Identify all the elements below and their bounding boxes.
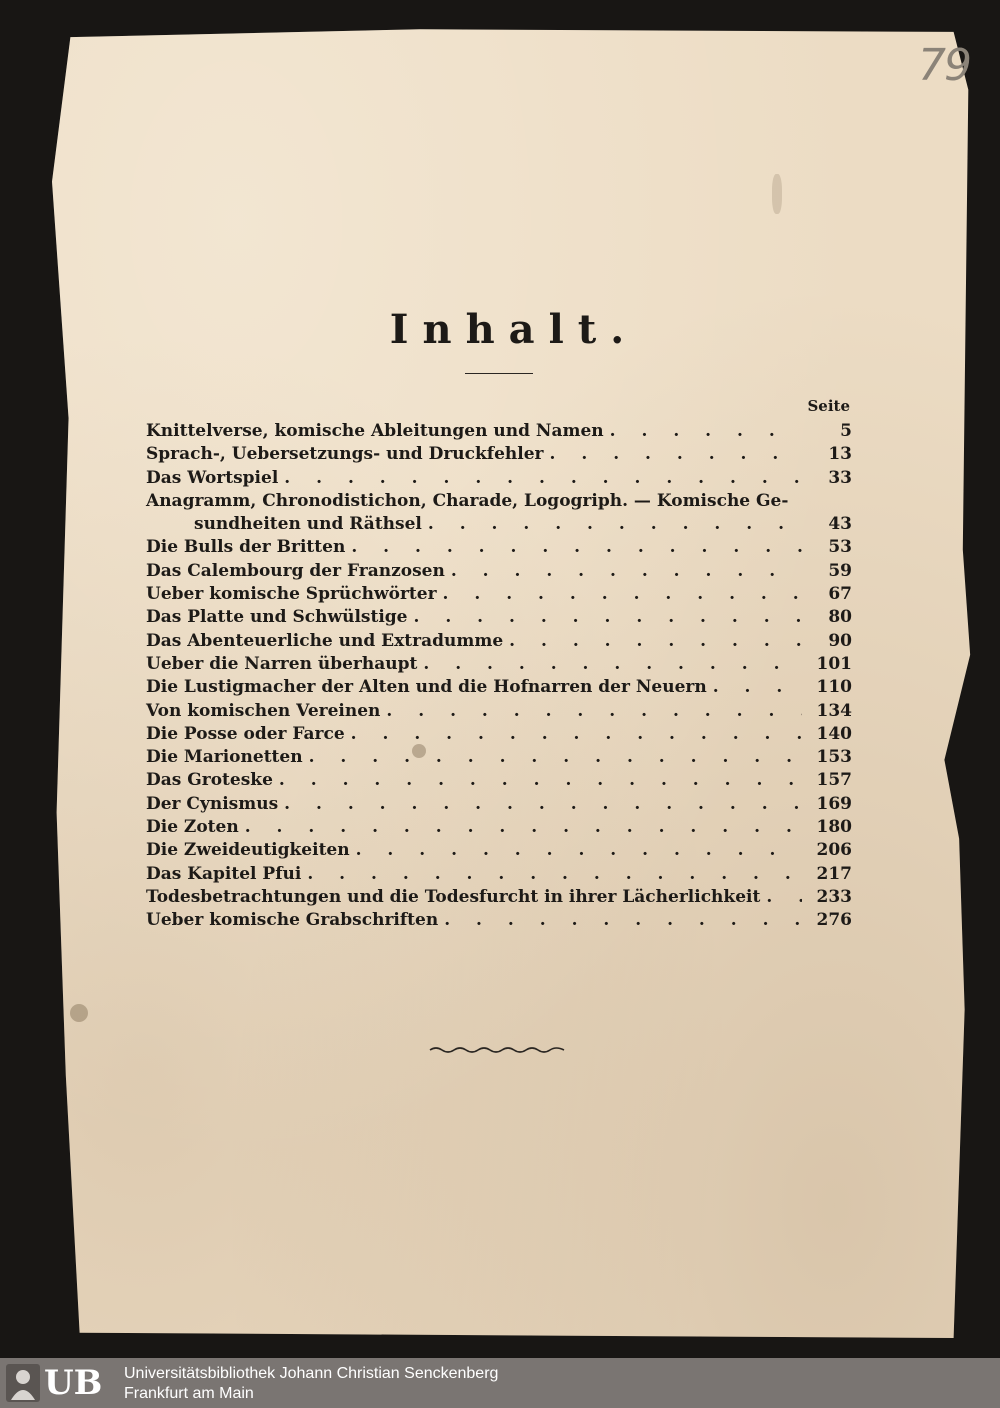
toc-entry-title: Die Lustigmacher der Alten und die Hofnarren der Neuern <box>146 677 707 698</box>
toc-entry-title: Die Marionetten <box>146 747 303 768</box>
leader-dots <box>351 537 802 557</box>
toc-entry <box>146 747 852 770</box>
leader-dots <box>307 864 802 884</box>
toc-entry-page: 110 <box>816 677 852 698</box>
toc-entry-page: 5 <box>840 421 852 441</box>
toc-entry-page: 59 <box>828 560 852 581</box>
paper-stain <box>70 1004 88 1022</box>
toc-entry <box>146 701 852 724</box>
page-title: Inhalt. <box>389 306 639 353</box>
toc-entry-page: 43 <box>828 514 852 535</box>
toc-entry <box>146 910 852 933</box>
leader-dots <box>309 747 802 767</box>
toc-entry-title: Ueber komische Sprüchwörter <box>146 584 437 605</box>
toc-entry <box>146 561 852 584</box>
toc-entry-page: 90 <box>828 630 852 651</box>
toc-entry-page: 206 <box>816 840 852 861</box>
leader-dots <box>443 584 802 604</box>
leader-dots <box>356 840 802 860</box>
library-name <box>124 1364 498 1404</box>
toc-entry-title: Die Zoten <box>146 817 239 838</box>
leader-dots <box>351 724 802 744</box>
toc-entry <box>146 864 852 887</box>
leader-dots <box>279 770 802 790</box>
toc-entry-title: Anagramm, Chronodistichon, Charade, Logogriph. — Komische Ge- <box>146 490 789 511</box>
toc-entry-title: Todesbetrachtungen und die Todesfurcht in ihrer Lächerlichkeit <box>146 886 761 907</box>
leader-dots <box>428 514 802 534</box>
toc-entry <box>146 631 852 654</box>
leader-dots <box>284 794 802 814</box>
toc-entry <box>146 817 852 840</box>
decorative-flourish <box>428 1044 568 1056</box>
paper-stain <box>772 174 782 214</box>
toc-entry-page: 140 <box>816 723 852 744</box>
leader-dots <box>284 468 802 488</box>
leader-dots <box>713 677 802 697</box>
toc-entry-title: Das Wortspiel <box>146 467 279 488</box>
leader-dots <box>550 444 802 464</box>
toc-entry-page: 217 <box>816 863 852 884</box>
toc-entry-title: sundheiten und Räthsel <box>194 514 422 535</box>
toc-entry-title: Knittelverse, komische Ableitungen und Namen <box>146 421 604 441</box>
toc-entry-page: 134 <box>816 700 852 721</box>
toc-entry-page: 80 <box>828 607 852 628</box>
leader-dots <box>509 631 802 651</box>
toc-entry <box>146 770 852 793</box>
library-logo[interactable] <box>6 1364 116 1402</box>
toc-entry-page: 67 <box>828 584 852 605</box>
toc-entry-title: Ueber komische Grabschriften <box>146 910 439 931</box>
toc-entry <box>146 887 852 910</box>
toc-entry-title: Die Zweideutigkeiten <box>146 840 350 861</box>
leader-dots <box>414 607 803 627</box>
toc-entry-title: Das Platte und Schwülstige <box>146 607 408 628</box>
title-rule <box>465 373 533 374</box>
toc-entry-page: 157 <box>816 770 852 791</box>
toc-entry-title: Die Posse oder Farce <box>146 723 345 744</box>
table-of-contents <box>146 421 852 934</box>
pencil-folio-number: 79 <box>918 40 970 91</box>
toc-entry-title: Von komischen Vereinen <box>146 700 381 721</box>
toc-entry-title: Das Abenteuerliche und Extradumme <box>146 630 504 651</box>
toc-entry-title: Das Groteske <box>146 770 273 791</box>
toc-entry <box>146 421 852 444</box>
toc-entry <box>146 607 852 630</box>
leader-dots <box>766 887 802 907</box>
leader-dots <box>610 421 802 441</box>
toc-entry <box>146 584 852 607</box>
portrait-icon <box>6 1364 40 1402</box>
library-footer-bar <box>0 1358 1000 1408</box>
toc-entry-title: Das Kapitel Pfui <box>146 863 302 884</box>
toc-entry-title: Die Bulls der Britten <box>146 537 346 558</box>
toc-entry-title: Sprach-, Uebersetzungs- und Druckfehler <box>146 444 544 465</box>
toc-entry-page: 180 <box>816 817 852 838</box>
leader-dots <box>444 910 802 930</box>
toc-entry <box>146 514 852 537</box>
toc-entry-title: Ueber die Narren überhaupt <box>146 653 418 674</box>
leader-dots <box>451 561 802 581</box>
toc-entry-page: 233 <box>816 886 852 907</box>
leader-dots <box>245 817 802 837</box>
toc-entry <box>146 654 852 677</box>
toc-entry <box>146 468 852 491</box>
toc-entry <box>146 724 852 747</box>
leader-dots <box>423 654 802 674</box>
toc-entry <box>146 491 852 514</box>
page-column-header: Seite <box>807 397 850 415</box>
toc-entry <box>146 444 852 467</box>
logo-text: UB <box>44 1363 103 1403</box>
library-name-line1: Universitätsbibliothek Johann Christian Senckenberg <box>124 1365 499 1382</box>
toc-entry-page: 33 <box>828 467 852 488</box>
toc-entry <box>146 537 852 560</box>
toc-entry-page: 101 <box>816 653 852 674</box>
toc-entry-page: 169 <box>816 793 852 814</box>
toc-entry <box>146 840 852 863</box>
toc-entry-page: 53 <box>828 537 852 558</box>
toc-entry <box>146 677 852 700</box>
toc-entry <box>146 794 852 817</box>
toc-entry-title: Das Calembourg der Franzosen <box>146 560 445 581</box>
toc-entry-page: 153 <box>816 747 852 768</box>
library-name-line2: Frankfurt am Main <box>124 1385 254 1402</box>
leader-dots <box>386 701 802 721</box>
toc-entry-page: 13 <box>828 444 852 465</box>
toc-entry-title: Der Cynismus <box>146 793 279 814</box>
toc-entry-page: 276 <box>816 910 852 931</box>
